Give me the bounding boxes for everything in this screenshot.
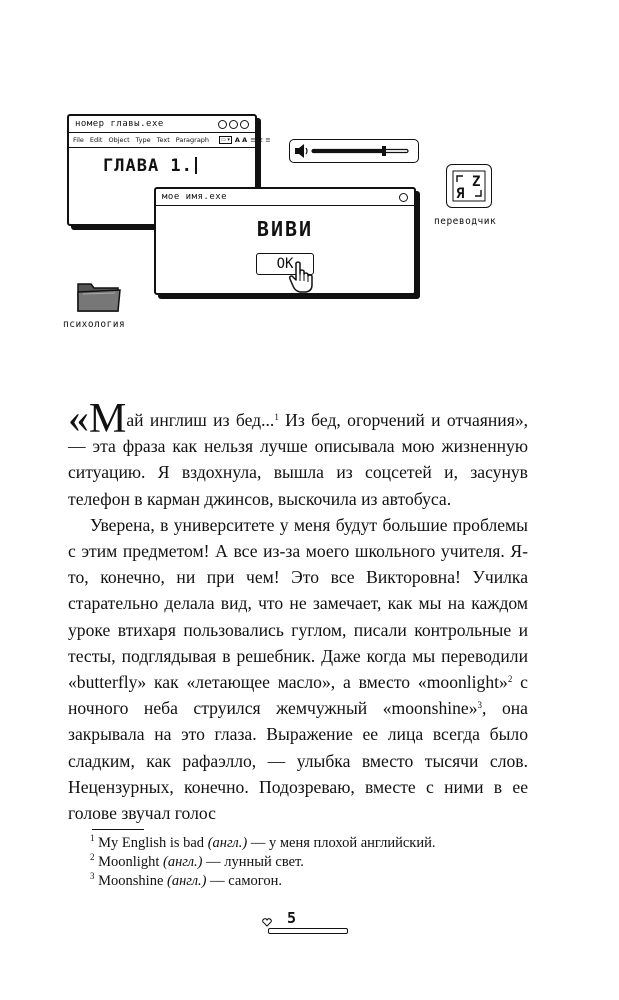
footnote-1 (90, 834, 436, 853)
page-number-bar (268, 928, 348, 934)
chapter-window-titlebar (69, 116, 255, 133)
name-window-title: мое имя.exe (162, 192, 228, 202)
menu-file[interactable]: File (73, 136, 84, 144)
volume-slider-graphic (290, 140, 418, 162)
folder-label: психология (63, 319, 126, 330)
maximize-icon[interactable] (229, 120, 238, 129)
footnote-lang: (англ.) (207, 835, 248, 851)
drop-cap: «М (68, 396, 127, 442)
footnote-num: 1 (90, 833, 95, 843)
volume-knob (382, 146, 386, 156)
close-icon[interactable] (399, 193, 408, 202)
footnote-text: — у меня плохой английский. (247, 835, 436, 851)
chapter-window-title: номер главы.exe (75, 119, 164, 129)
name-window-titlebar (156, 189, 414, 206)
ok-button[interactable]: OK (256, 253, 314, 275)
translate-icon[interactable] (446, 164, 492, 208)
footnote-3 (90, 872, 436, 891)
volume-fill (312, 150, 384, 153)
menu-type[interactable]: Type (135, 136, 151, 144)
paragraph-2 (68, 512, 528, 826)
footnote-num: 2 (90, 852, 95, 862)
text-toolbar (219, 136, 271, 144)
footnote-text: — самогон. (206, 873, 282, 889)
folder-icon[interactable] (75, 278, 123, 319)
translator-label: переводчик (434, 216, 497, 227)
footnote-term: My English is bad (98, 835, 205, 851)
text-style-icon[interactable]: A A (234, 136, 248, 144)
paragraph-1 (68, 396, 529, 512)
footnotes (90, 834, 436, 891)
p2-text-c: , она закрывала на это глаза. Выражение ее лица всегда было сладким, как рафаэлло, — улыбка вместо тысячи слов. Нецензурных, конечно. Подозреваю, вместе с ними в ее голове звучал голос (68, 698, 528, 824)
name-window (154, 187, 416, 295)
p2-text-b: с ночного неба струился жемчужный «moonshine» (68, 672, 528, 719)
footnote-term: Moonshine (98, 873, 164, 889)
svg-text:Z: Z (472, 174, 481, 190)
menu-paragraph[interactable]: Paragraph (175, 136, 210, 144)
p1-text-b: Из бед, огорчений и отчаяния», — эта фраза как нельзя лучше описывала мою жизненную ситуацию. Я вздохнула, вышла из соцсетей и, засунув телефон в карман джинсов, выскочила из автобуса. (68, 410, 529, 509)
chapter-heading (103, 156, 197, 176)
menu-object[interactable]: Object (108, 136, 130, 144)
footnote-term: Moonlight (98, 854, 160, 870)
close-icon[interactable] (240, 120, 249, 129)
volume-slider[interactable] (289, 139, 419, 163)
menu-edit[interactable]: Edit (89, 136, 103, 144)
chapter-heading-text: ГЛАВА 1. (103, 156, 193, 176)
menu-bar (69, 133, 271, 148)
footnote-ref-2[interactable]: 2 (507, 674, 513, 685)
text-cursor-icon (195, 157, 197, 174)
footnote-text: — лунный свет. (202, 854, 304, 870)
font-size-dropdown-icon[interactable]: ▭ ▾ (221, 137, 230, 143)
footnote-num: 3 (90, 871, 95, 881)
name-value: ВИВИ (256, 217, 314, 241)
footnote-divider (92, 829, 144, 830)
menu-text[interactable]: Text (156, 136, 170, 144)
minimize-icon[interactable] (218, 120, 227, 129)
body-text (68, 396, 529, 826)
footnote-2 (90, 853, 436, 872)
hand-pointer-icon (288, 261, 314, 298)
footnote-ref-1[interactable]: 1 (274, 412, 279, 422)
svg-text:Я: Я (456, 186, 465, 202)
footnote-ref-3[interactable]: 3 (477, 700, 483, 711)
align-icon[interactable]: ≡ ≡ ≡ (250, 136, 271, 144)
p2-text-a: Уверена, в университете у меня будут большие проблемы с этим предметом! А все из-за моего школьного учителя. Я-то, конечно, ни при чем! Это все Викторовна! Училка старательно делала вид, что не замечает, как мы на каждом уроке втихаря пользовались гуглом, писали контрольные и тесты, подглядывая в решебник. Даже когда мы переводили «butterfly» как «летающее масло», а вместо «moonlight» (68, 514, 528, 693)
footnote-lang: (англ.) (167, 873, 207, 889)
footnote-lang: (англ.) (162, 854, 203, 870)
page-number: 5 (287, 909, 297, 927)
p1-text-a: ай инглиш из бед... (126, 410, 275, 430)
speaker-icon (295, 144, 307, 158)
